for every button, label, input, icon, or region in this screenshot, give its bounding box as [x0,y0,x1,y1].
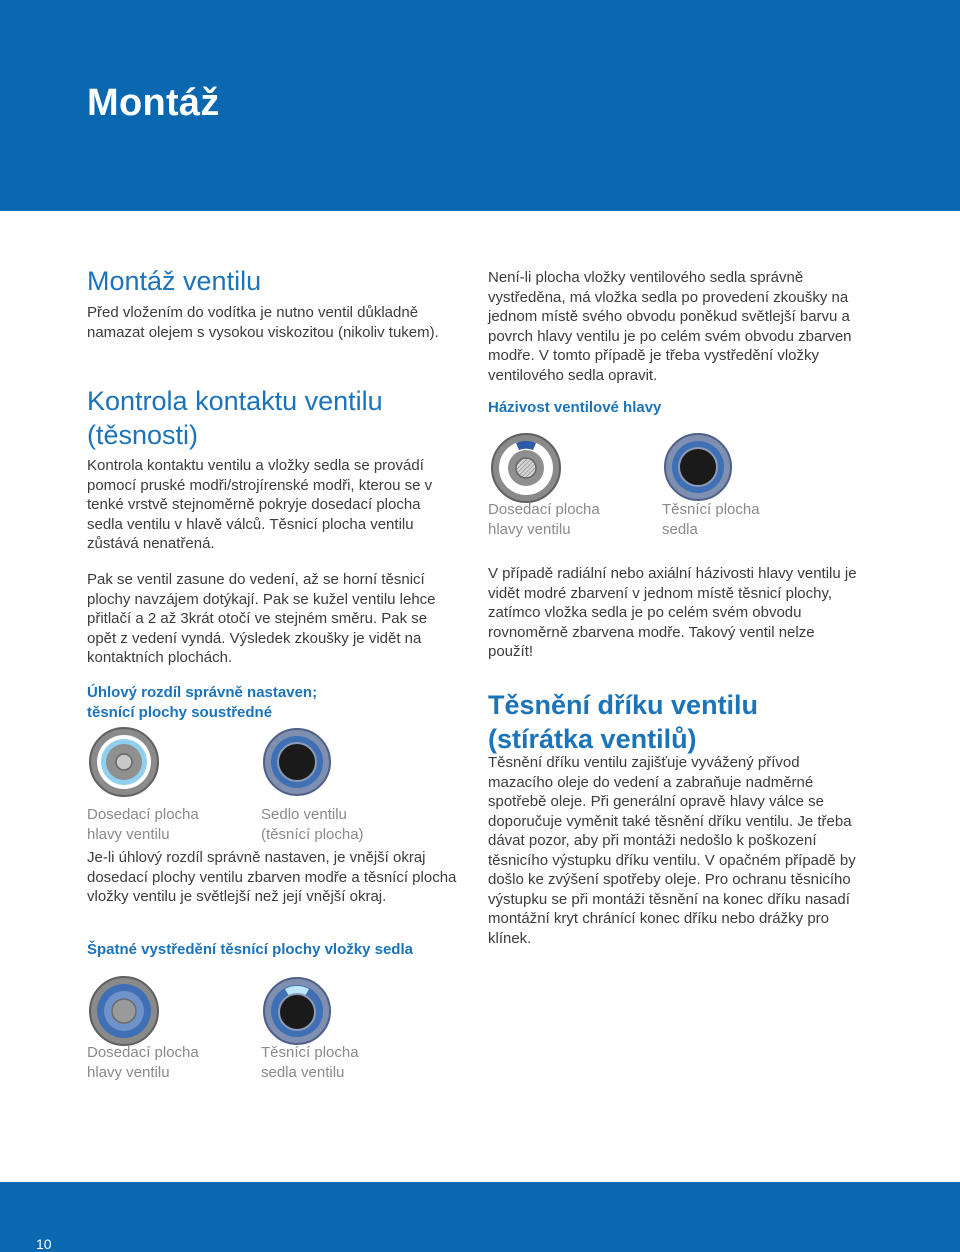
seat-dark-center [278,743,316,781]
caption-line: Dosedací plocha [488,501,600,518]
zasune-text: Pak se ventil zasune do vedení, až se horní těsnicí plochy navzájem dotýkají. Pak se kužel ventilu lehce přitlačí a 2 až 3krát otočí ve stejném směru. Pak se opět z vedení vyndá. Výsledek zkoušky je vidět na kontaktních plochách. [87,571,436,666]
page-number: 10 [36,1236,52,1252]
caption-line: hlavy ventilu [488,520,571,538]
caption-line: Těsnící plocha [662,501,760,518]
uhlovy-text: Je-li úhlový rozdíl správně nastaven, je vnější okraj dosedací plochy ventilu zbarven modře a těsnící plocha vložky ventilu je světlejší než její vnější okraj. [87,849,457,905]
pripad-hazivosti-text: V případě radiální nebo axiální házivosti hlavy ventilu je vidět modré zbarvení v jednom místě těsnicí plochy, zatímco vložka sedla je po celém svém obvodu rovnoměrně zbarvena modře. Takový ventil nelze použít! [488,565,857,660]
footer-band [0,1182,960,1252]
hazivost-caption-valve-seat [662,500,842,539]
uhlovy-heading-line1: Úhlový rozdíl správně nastaven; [87,684,318,701]
uhlovy-caption-valve-head [87,805,247,844]
caption-line: Dosedací plocha [87,1044,199,1061]
uhlovy-caption-valve-seat [261,805,441,844]
valve-head-hatched-center [516,458,536,478]
spatne-caption-valve-head [87,1043,247,1082]
caption-line: sedla [662,520,698,538]
valve-seat-offcenter-diagram [262,976,332,1046]
tesneni-driku-heading: Těsnění dříku ventilu (stírátka ventilů) [488,690,759,754]
valve-head-center [112,999,136,1023]
header-band [0,0,960,211]
valve-head-concentric-diagram [88,726,160,798]
uhlovy-rozdil-heading [87,683,467,722]
spatne-caption-valve-seat [261,1043,441,1082]
uhlovy-heading-line2: těsnící plochy soustředné [87,703,273,721]
caption-line: sedla ventilu [261,1063,345,1081]
valve-seat-runout-diagram [663,432,733,502]
montaz-ventilu-text: Před vložením do vodítka je nutno ventil důkladně namazat olejem s vysokou viskozitou (nikoliv tukem). [87,304,439,341]
page-title: Montáž [87,82,220,124]
montaz-ventilu-heading: Montáž ventilu [87,266,262,296]
hazivost-heading: Házivost ventilové hlavy [488,399,662,416]
spatne-vystredeni-heading: Špatné vystředění těsnící plochy vložky sedla [87,941,413,958]
caption-line: (těsnící plocha) [261,825,364,843]
caption-line: Sedlo ventilu [261,806,347,823]
caption-line: Dosedací plocha [87,806,199,823]
seat-dark-center [279,994,315,1030]
caption-line: Těsnící plocha [261,1044,359,1061]
valve-seat-concentric-diagram [262,727,332,797]
kontrola-kontaktu-heading: Kontrola kontaktu ventilu (těsnosti) [87,386,383,450]
seat-dark-center [679,448,717,486]
valve-head-center [116,754,132,770]
valve-head-offcenter-diagram [88,975,160,1047]
caption-line: hlavy ventilu [87,1063,170,1081]
hazivost-caption-valve-head [488,500,648,539]
valve-head-runout-diagram [490,432,562,504]
kontrola-kontaktu-text: Kontrola kontaktu ventilu a vložky sedla se provádí pomocí pruské modři/strojírenské modři, kterou se v tenké vrstvě stejnoměrně pokryje dosedací plocha sedla ventilu v hlavě válců. Těsnicí plocha ventilu zůstává nenatřená. [87,457,433,552]
neni-vystredena-text: Není-li plocha vložky ventilového sedla správně vystředěna, má vložka sedla po provedení zkoušky na jednom místě svého obvodu poněkud světlejší barvu a povrch hlavy ventilu je po celém svém obvodu zbarven modře. V tomto případě je třeba vystředění vložky ventilového sedla opravit. [488,269,852,384]
caption-line: hlavy ventilu [87,825,170,843]
valve-head-blue-spot [516,441,536,450]
tesneni-driku-text: Těsnění dříku ventilu zajišťuje vyvážený přívod mazacího oleje do vedení a zabraňuje nadměrné spotřebě oleje. Při generální opravě hlavy válce se doporučuje vyměnit také těsnění dříku ventilu. Je třeba dávat pozor, aby při montáži nedošlo k poškození těsnicího výstupku dříku ventilu. V opačném případě by došlo ke zvýšení spotřeby oleje. Pro ochranu těsnicího výstupku se při montáži těsnění na konec dříku nasadí montážní kryt chránící konec dříku nebo drážky pro klínek. [488,754,856,947]
